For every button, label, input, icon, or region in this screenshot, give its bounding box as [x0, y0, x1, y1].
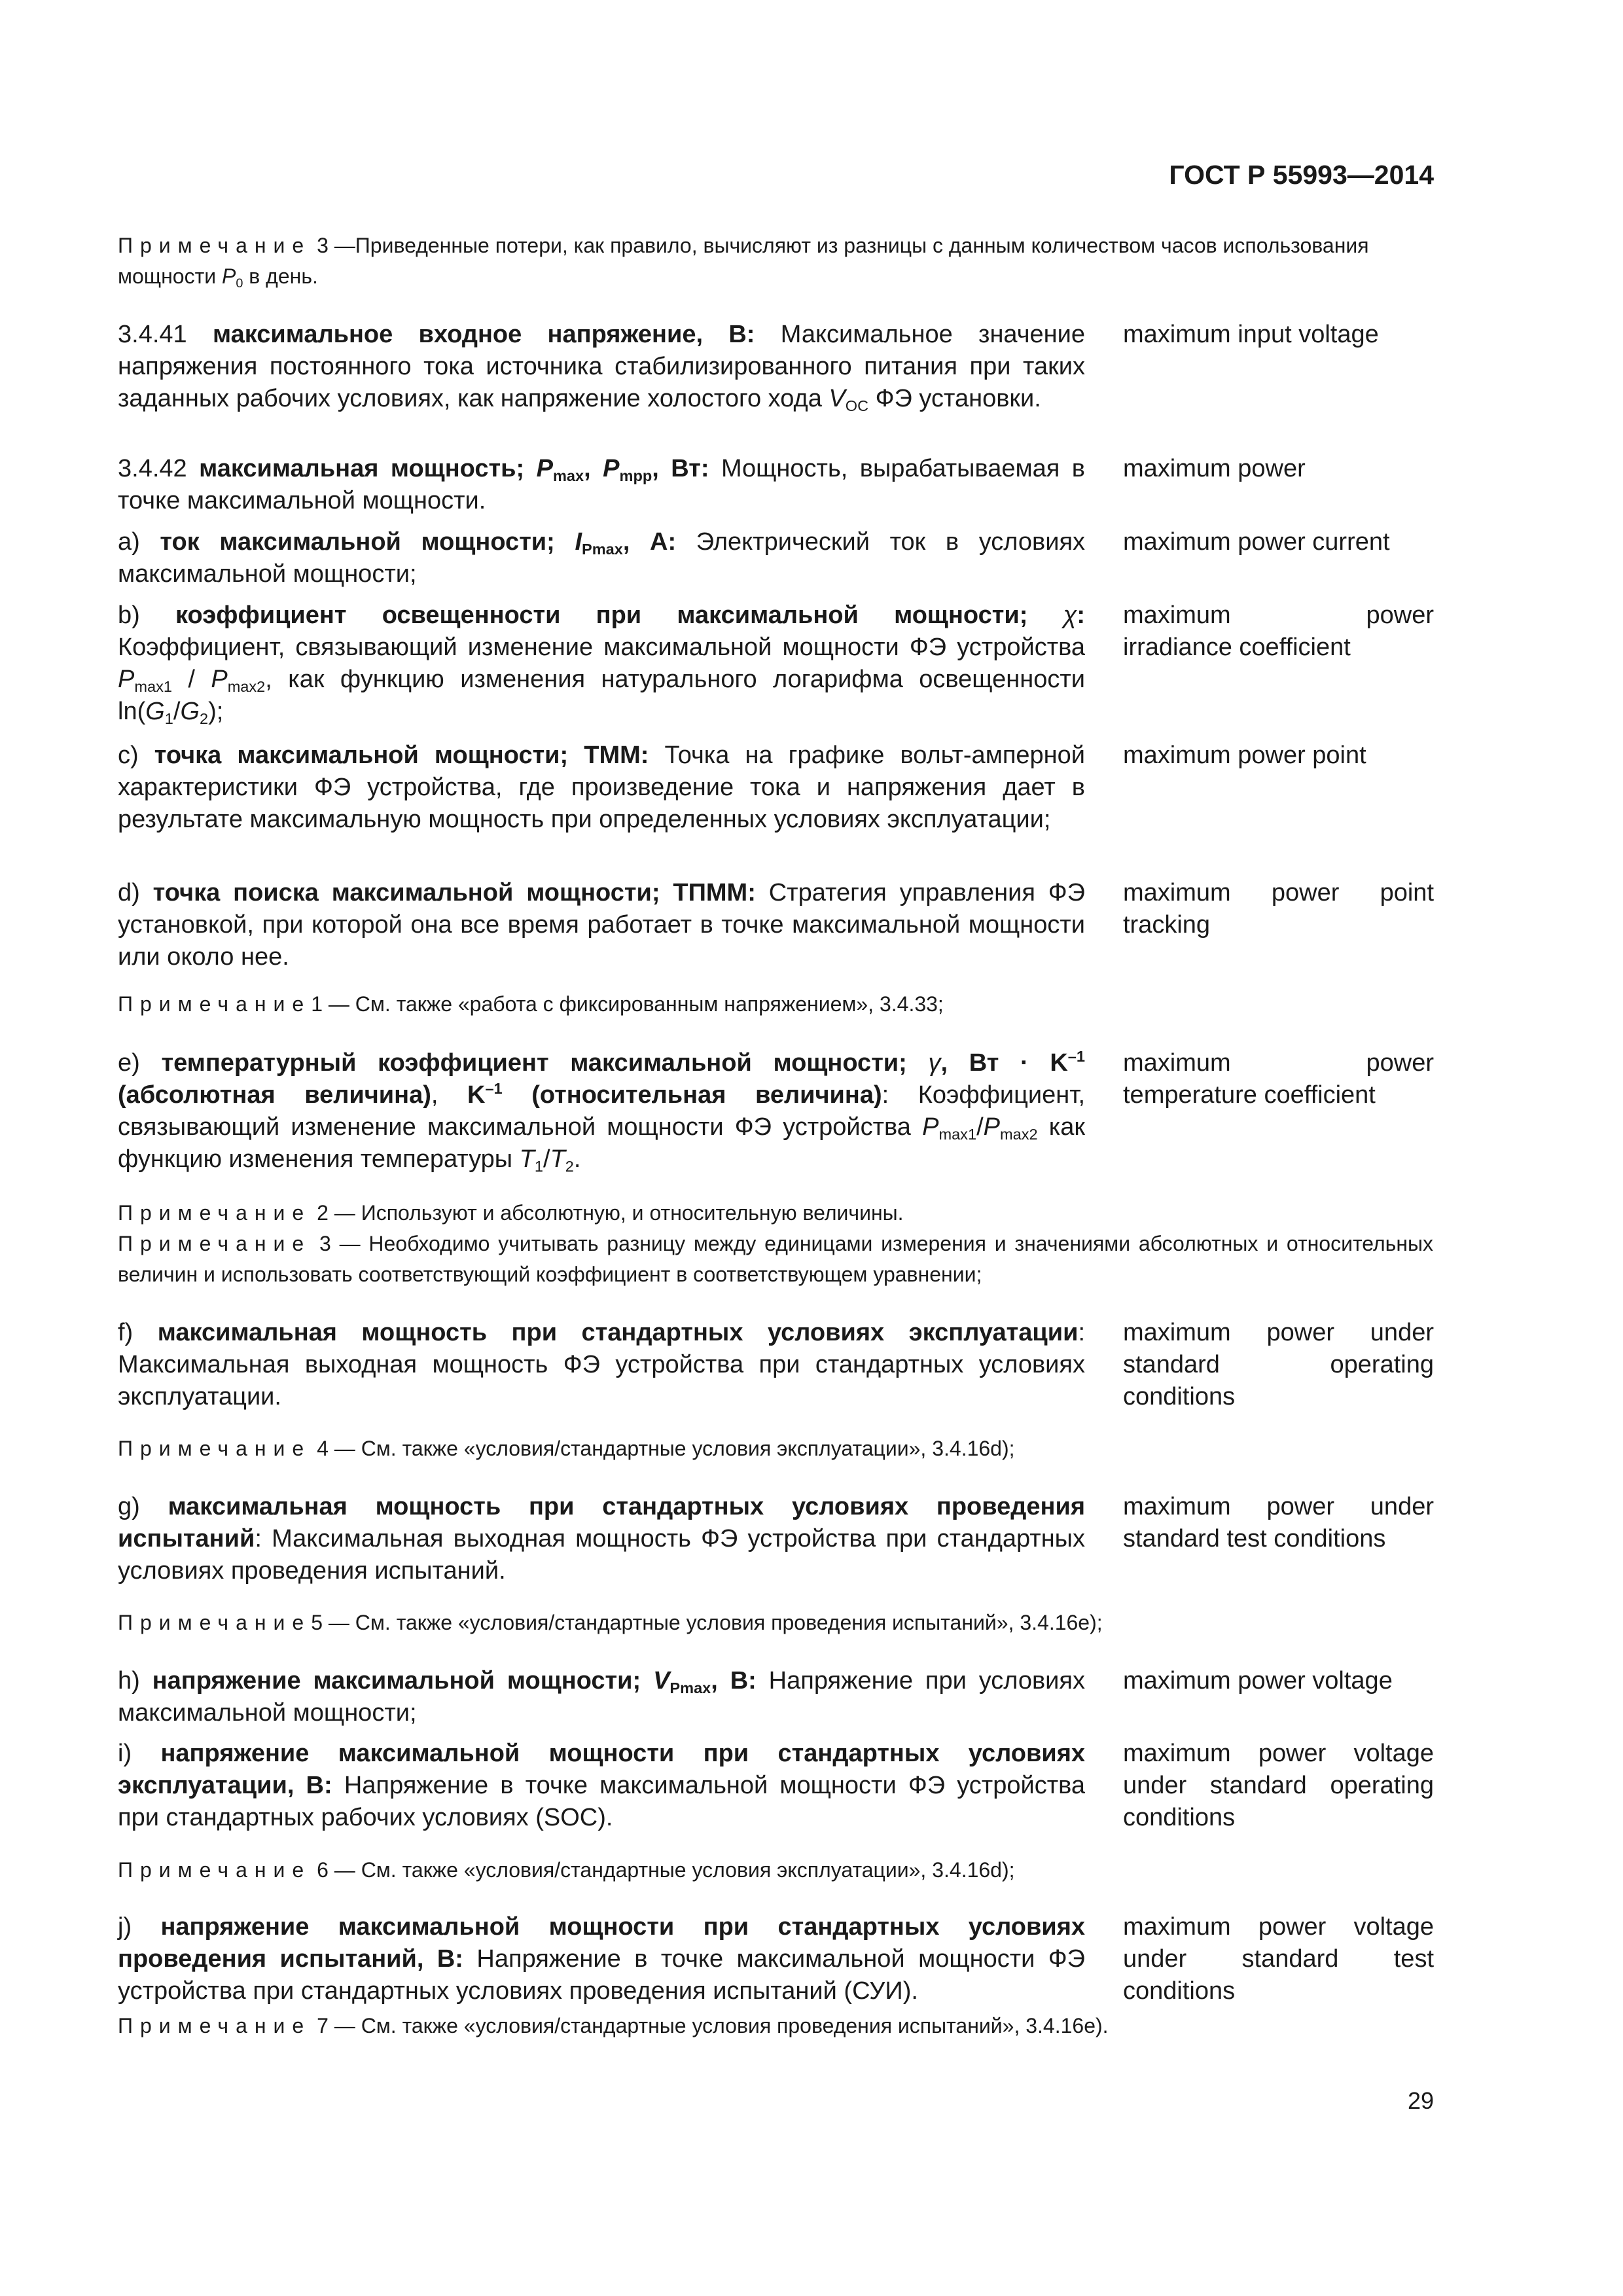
- en-f: maximum power under standard operating conditions: [1123, 1319, 1434, 1410]
- term-h: h) напряжение максимальной мощности; $V_{Pmax}$, В: Напряжение при условиях максимальной мощности;: [118, 1667, 1085, 1727]
- term-j: j) напряжение максимальной мощности при стандартных условиях проведения испытаний, В: Напряжение в точке максимальной мощности ФЭ устройства при стандартных условиях проведения испытаний (СУИ).: [118, 1913, 1085, 2005]
- note-4: Примечание 4 — См. также «условия/стандартные условия эксплуатации», 3.4.16d);: [118, 1437, 1015, 1460]
- term-3-4-41: 3.4.41 максимальное входное напряжение, В: Максимальное значение напряжения постоянного тока источника стабилизированного питания при таких заданных рабочих условиях, как напряжение холостого хода $V_{OC}$ ФЭ установки.: [118, 321, 1086, 415]
- en-g: maximum power under standard test conditions: [1123, 1493, 1434, 1552]
- term-3-4-42: 3.4.42 максимальная мощность; $P_{max}$, $P_{mpp}$, Вт: Мощность, вырабатываемая в точке максимальной мощности.: [118, 455, 1085, 514]
- en-e-line1: maximum power: [1123, 1049, 1434, 1077]
- en-b-line2: irradiance coefficient: [1123, 634, 1351, 661]
- en-d-line1: maximum power point: [1123, 879, 1434, 906]
- note-3: Примечание 3 — Необходимо учитывать разницу между единицами измерения и значениями абсолютных и относительных величин и использовать соответствующий коэффициент в соответствующем уравнении;: [118, 1232, 1434, 1286]
- en-h: maximum power voltage: [1123, 1667, 1393, 1695]
- en-c: maximum power point: [1123, 742, 1366, 769]
- term-g: g) максимальная мощность при стандартных условиях проведения испытаний: Максимальная выходная мощность ФЭ устройства при стандартных условиях проведения испытаний.: [118, 1493, 1085, 1585]
- en-d-line2: tracking: [1123, 911, 1211, 939]
- note-1: Примечание1 — См. также «работа с фиксированным напряжением», 3.4.33;: [118, 992, 944, 1016]
- term-c: c) точка максимальной мощности; ТММ: Точка на графике вольт-амперной характеристики ФЭ устройства, где произведение тока и напряжения дает в результате максимальную мощность при определенных условиях эксплуатации;: [118, 742, 1086, 833]
- term-a: a) ток максимальной мощности; $I_{Pmax}$, А: Электрический ток в условиях максимальной мощности;: [118, 528, 1086, 588]
- page-number: 29: [1407, 2087, 1434, 2114]
- note-2: Примечание 2 — Используют и абсолютную, и относительную величины.: [118, 1201, 904, 1225]
- term-i: i) напряжение максимальной мощности при стандартных условиях эксплуатации, В: Напряжение в точке максимальной мощности ФЭ устройства при стандартных рабочих условиях (SOC).: [118, 1740, 1085, 1831]
- term-b: b) коэффициент освещенности при максимальной мощности; χ: Коэффициент, связывающий изменение максимальной мощности ФЭ устройства $P_{max1} / P_{max2}$, как функцию изменения натурального логарифма освещенности $\ln(G_1/G_2)$;: [118, 601, 1085, 728]
- en-i: maximum power voltage under standard operating conditions: [1123, 1740, 1434, 1831]
- en-3-4-42: maximum power: [1123, 455, 1306, 482]
- note-7: Примечание 7 — См. также «условия/стандартные условия проведения испытаний», 3.4.16e).: [118, 2014, 1109, 2037]
- en-e-line2: temperature coefficient: [1123, 1081, 1376, 1109]
- en-b-line1: maximum power: [1123, 601, 1434, 629]
- en-3-4-41: maximum input voltage: [1123, 321, 1379, 348]
- term-e: e) температурный коэффициент максимальной мощности; γ, Вт · $K^{-1}$ (абсолютная величина), $K^{-1}$ (относительная величина): Коэффициент, связывающий изменение максимальной мощности ФЭ устройства $P_{max1}/P_{max2}$ как функцию изменения температуры $T_1/T_2$.: [118, 1047, 1086, 1175]
- document-id: ГОСТ Р 55993—2014: [1169, 160, 1434, 190]
- note-3-top: Примечание 3 —Приведенные потери, как правило, вычисляют из разницы с данным количеством часов использования мощности $P_0$ в день.: [118, 234, 1369, 291]
- note-6: Примечание 6 — См. также «условия/стандартные условия эксплуатации», 3.4.16d);: [118, 1858, 1015, 1882]
- term-f: f) максимальная мощность при стандартных условиях эксплуатации: Максимальная выходная мощность ФЭ устройства при стандартных условиях эксплуатации.: [118, 1319, 1086, 1410]
- en-j-line2: conditions: [1123, 1977, 1236, 2005]
- note-5: Примечание5 — См. также «условия/стандартные условия проведения испытаний», 3.4.16e);: [118, 1611, 1103, 1634]
- en-a: maximum power current: [1123, 528, 1390, 556]
- en-j-line1: maximum power voltage under standard test: [1123, 1913, 1434, 1973]
- term-d: d) точка поиска максимальной мощности; ТПММ: Стратегия управления ФЭ установкой, при которой она все время работает в точке максимальной мощности или около нее.: [118, 879, 1085, 971]
